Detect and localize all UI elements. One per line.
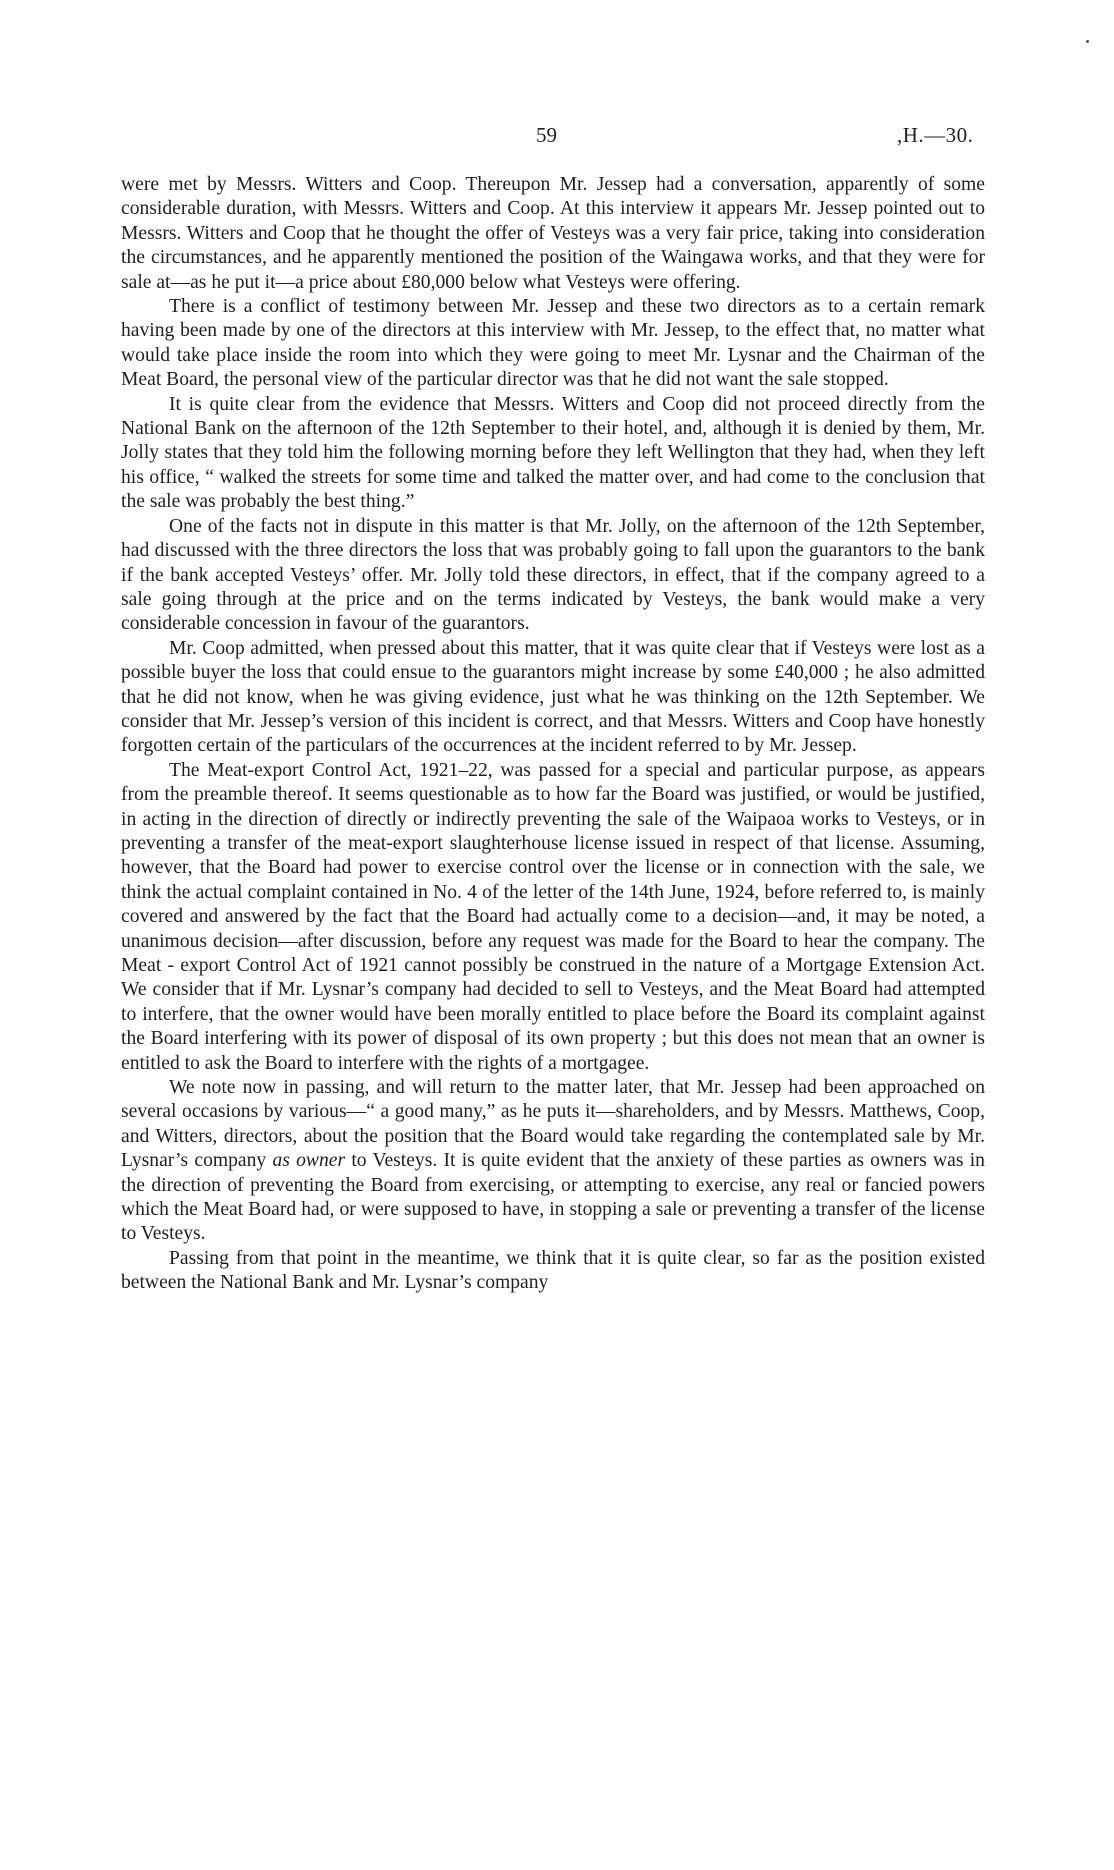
scan-speck <box>1086 40 1089 43</box>
document-reference: ,H.—30. <box>897 123 974 147</box>
paragraph-7-part-2: to Vesteys. It is quite evident that the anxiety of these parties as owners was in the direction of preventing the Board from exercising, or attempting to exercise, any real or fancied powers which the Meat Board had, or were supposed to have, in stopping a sale or preventing a transfer of the license to Vesteys. <box>121 1150 985 1245</box>
paragraph-2: There is a conflict of testimony between Mr. Jessep and these two directors as to a certain remark having been made by one of the directors at this interview with Mr. Jessep, to the effect that, no matter what would take place inside the room into which they were going to meet Mr. Lysnar and the Chairman of the Meat Board, the personal view of the particular director was that he did not want the sale stopped. <box>121 296 985 391</box>
paragraph-6: The Meat-export Control Act, 1921–22, was passed for a special and particular purpose, as appears from the preamble thereof. It seems questionable as to how far the Board was justified, or would be justified, in acting in the direction of directly or indirectly preventing the sale of the Waipaoa works to Vesteys, or in preventing a transfer of the meat-export slaughterhouse license issued in respect of that license. Assuming, however, that the Board had power to exercise control over the license or in connection with the sale, we think the actual complaint contained in No. 4 of the letter of the 14th June, 1924, before referred to, is mainly covered and answered by the fact that the Board had actually come to a decision—and, it may be noted, a unanimous decision—after discussion, before any request was made for the Board to hear the company. The Meat - export Control Act of 1921 cannot possibly be construed in the nature of a Mortgage Extension Act. We consider that if Mr. Lysnar’s company had decided to sell to Vesteys, and the Meat Board had attempted to interfere, that the owner would have been morally entitled to place before the Board its complaint against the Board interfering with its power of disposal of its own property ; but this does not mean that an owner is entitled to ask the Board to interfere with the rights of a mortgagee. <box>121 759 985 1074</box>
paragraph-3: It is quite clear from the evidence that Messrs. Witters and Coop did not proceed directly from the National Bank on the afternoon of the 12th September to their hotel, and, although it is denied by them, Mr. Jolly states that they told him the following morning before they left Wellington that they had, when they left his office, “ walked the streets for some time and talked the matter over, and had come to the conclusion that the sale was probably the best thing.” <box>121 393 985 513</box>
paragraph-7-part-1: We note now in passing, and will return to the matter later, that Mr. Jessep had been approached on several occasions by various—“ a good many,” as he puts it—shareholders, and by Messrs. Matthews, Coop, and Witters, directors, about the position that the Board would take regarding the contemplated sale by Mr. Lysnar’s company <box>121 1077 985 1172</box>
page-header <box>0 123 1114 153</box>
paragraph-7-emphasis: as owner <box>272 1150 346 1172</box>
paragraph-8: Passing from that point in the meantime, we think that it is quite clear, so far as the position existed between the National Bank and Mr. Lysnar’s company <box>121 1247 985 1294</box>
paragraph-4: One of the facts not in dispute in this matter is that Mr. Jolly, on the afternoon of the 12th September, had discussed with the three directors the loss that was probably going to fall upon the guarantors to the bank if the bank accepted Vesteys’ offer. Mr. Jolly told these directors, in effect, that if the company agreed to a sale going through at the price and on the terms indicated by Vesteys, the bank would make a very considerable concession in favour of the guarantors. <box>121 515 985 635</box>
paragraph-5: Mr. Coop admitted, when pressed about this matter, that it was quite clear that if Vesteys were lost as a possible buyer the loss that could ensue to the guarantors might increase by some £40,000 ; he also admitted that he did not know, when he was giving evidence, just what he was thinking on the 12th September. We consider that Mr. Jessep’s version of this incident is correct, and that Messrs. Witters and Coop have honestly forgotten certain of the particulars of the occurrences at the incident referred to by Mr. Jessep. <box>121 637 985 757</box>
body-text <box>121 173 985 1296</box>
paragraph-7 <box>121 1076 985 1247</box>
page-number: 59 <box>536 123 557 147</box>
paragraph-1: were met by Messrs. Witters and Coop. Thereupon Mr. Jessep had a conversation, apparently of some considerable duration, with Messrs. Witters and Coop. At this interview it appears Mr. Jessep pointed out to Messrs. Witters and Coop that he thought the offer of Vesteys was a very fair price, taking into consideration the circumstances, and he apparently mentioned the position of the Waingawa works, and that they were for sale at—as he put it—a price about £80,000 below what Vesteys were offering. <box>121 174 985 293</box>
